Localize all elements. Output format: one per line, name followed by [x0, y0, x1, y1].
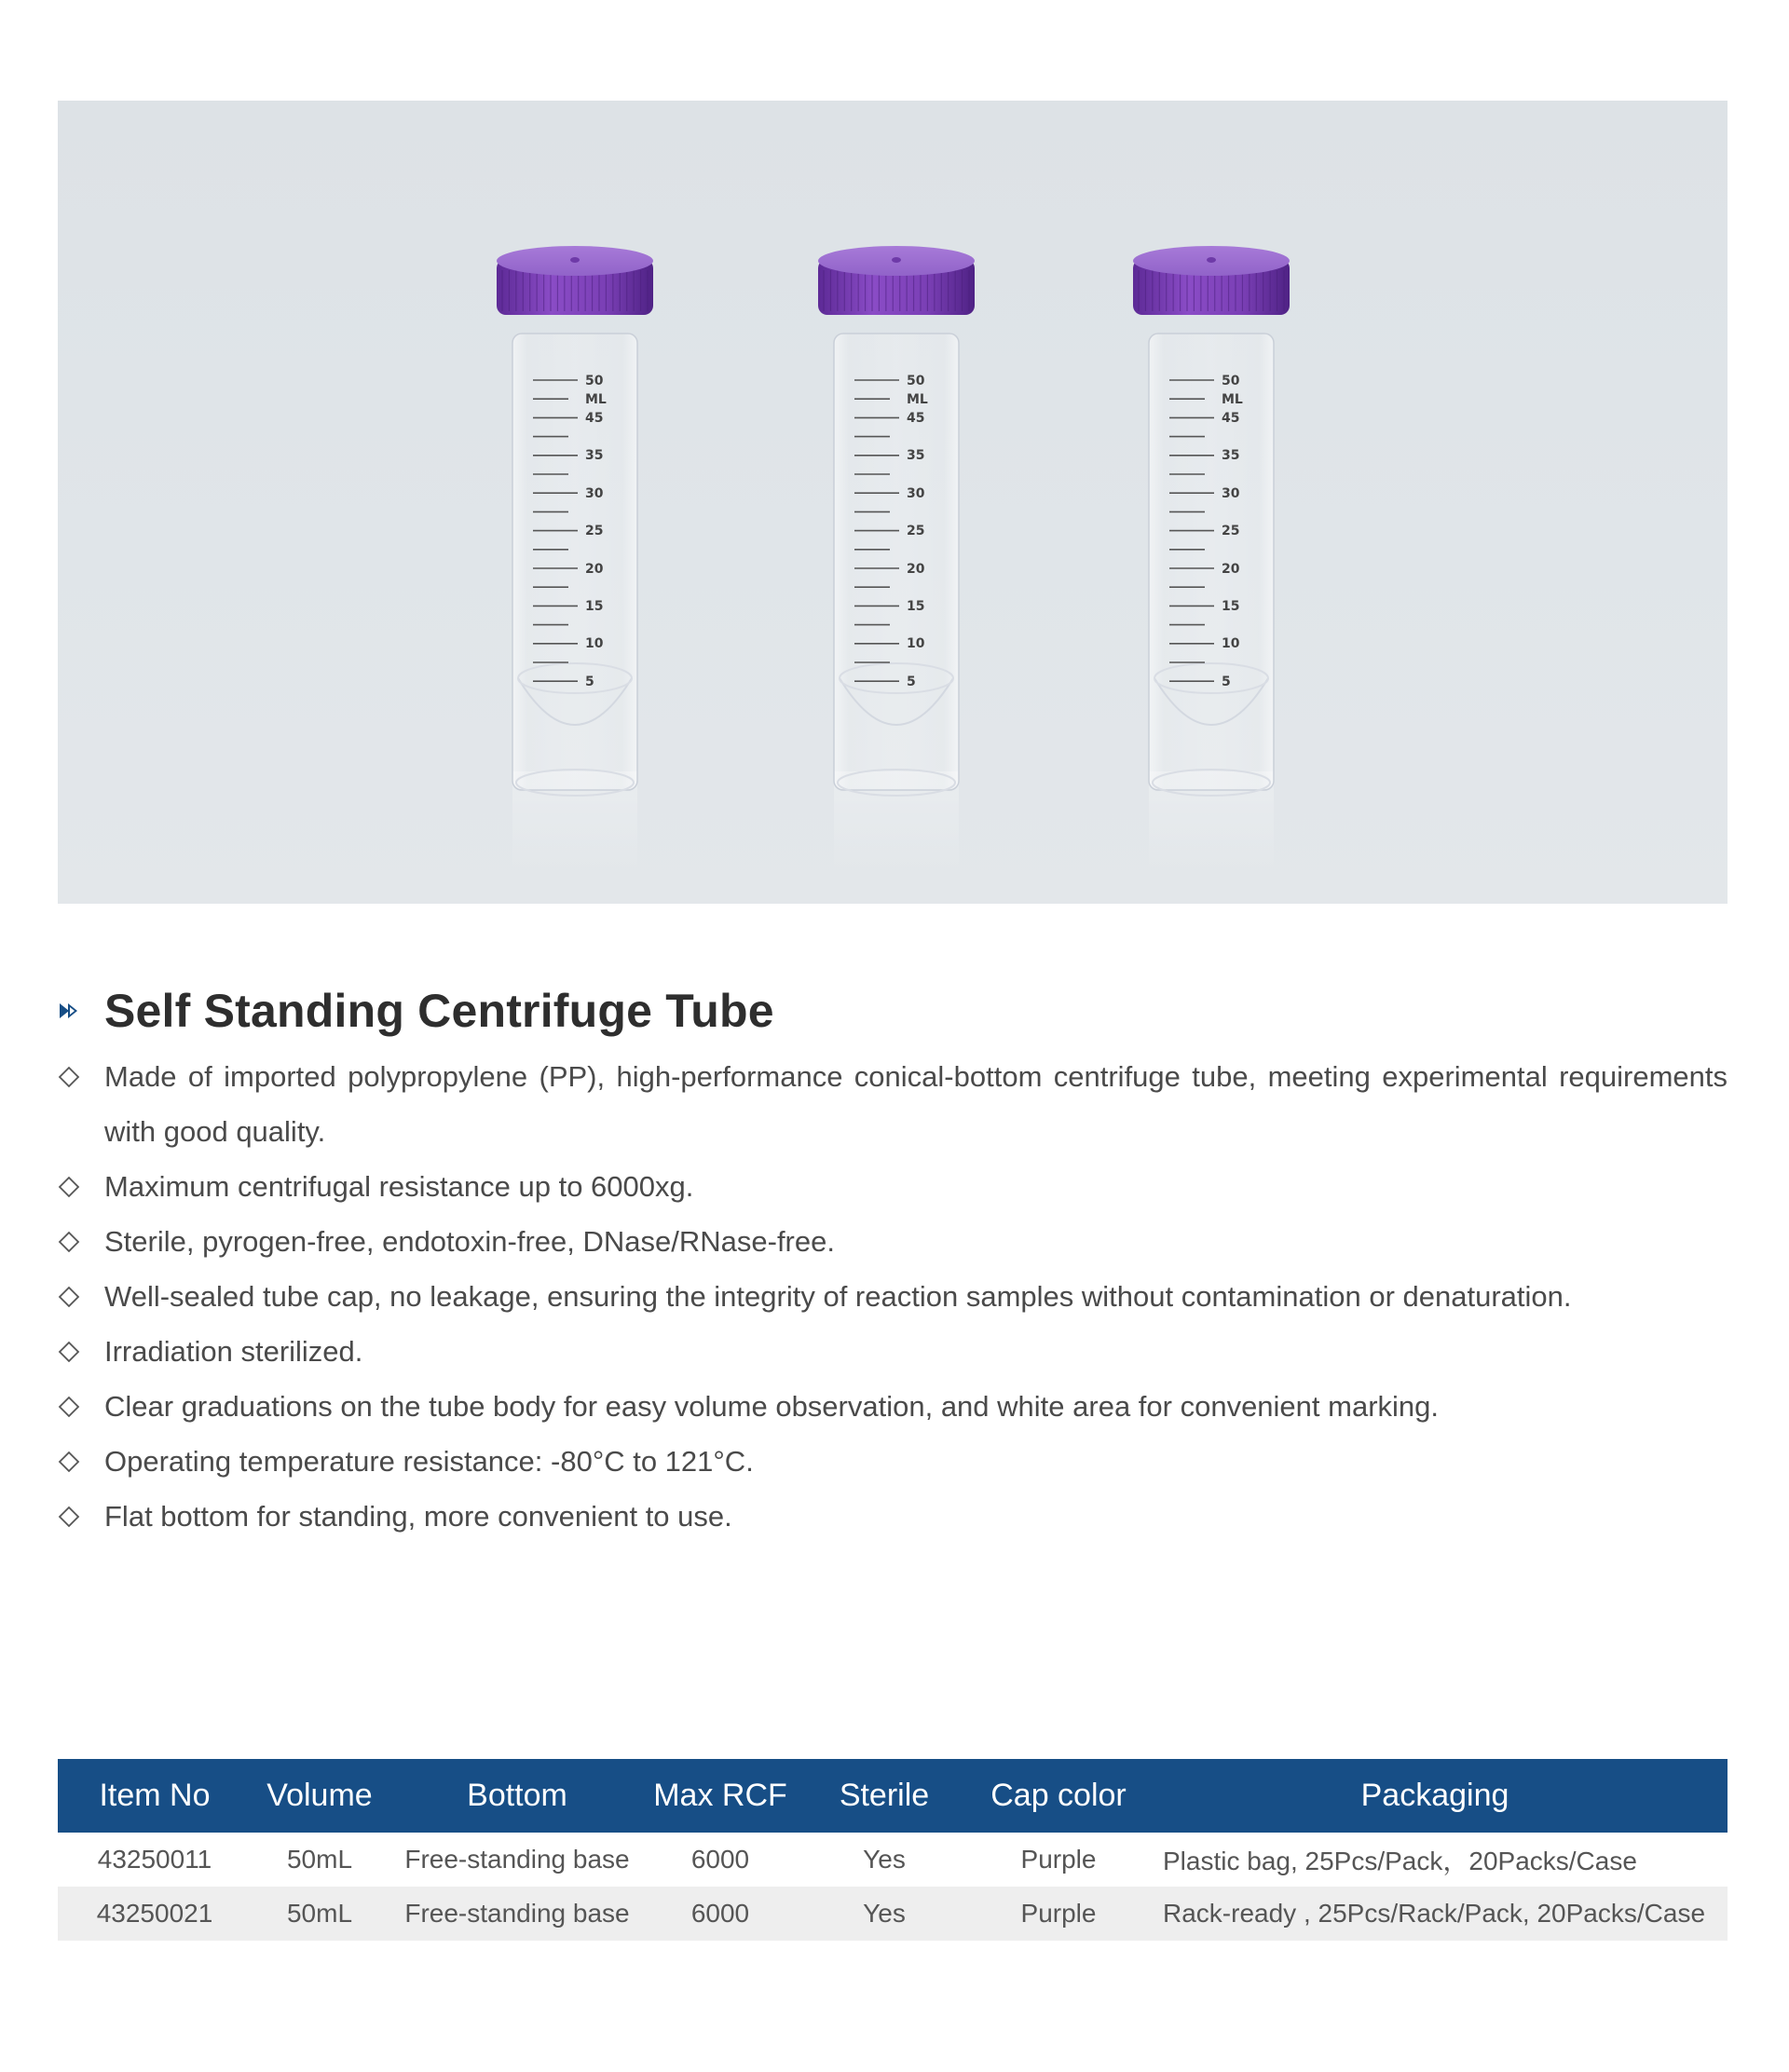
table-row: [58, 1887, 1728, 1941]
table-cell: Purple: [975, 1887, 1142, 1941]
feature-text: Operating temperature resistance: -80°C to 121°C.: [104, 1445, 754, 1478]
diamond-outline-icon: [58, 1214, 104, 1269]
double-chevron-right-icon: [58, 992, 104, 1029]
tube-marking: 30: [585, 486, 604, 501]
tube-marking: 45: [585, 411, 604, 426]
feature-text: Flat bottom for standing, more convenient to use.: [104, 1500, 732, 1533]
diamond-outline-icon: [58, 1159, 104, 1214]
table-header-row: [58, 1759, 1728, 1833]
tube-marking: 10: [585, 636, 604, 651]
tube-marking: ML: [907, 392, 928, 407]
diamond-outline-icon: [58, 1489, 104, 1544]
tube-marking: 15: [907, 599, 925, 614]
product-title: Self Standing Centrifuge Tube: [104, 985, 774, 1037]
table-cell: 6000: [690, 1845, 750, 1874]
feature-item: [58, 1269, 1728, 1324]
tube-marking: ML: [1222, 392, 1243, 407]
diamond-outline-icon: [58, 1379, 104, 1434]
feature-item: [58, 1379, 1728, 1434]
table-cell: 6000: [647, 1887, 794, 1941]
column-header: Packaging: [1142, 1759, 1728, 1833]
tube-marking: 5: [1222, 675, 1231, 689]
product-image: [58, 101, 1728, 904]
table-cell: 43250021: [58, 1887, 252, 1941]
feature-text: Maximum centrifugal resistance up to 6000xg.: [104, 1170, 694, 1203]
table-cell: 43250011: [97, 1845, 212, 1874]
tube-marking: 25: [907, 524, 925, 538]
tube-marking: 15: [1222, 599, 1240, 614]
tube-marking: 30: [1222, 486, 1240, 501]
tube-marking: 20: [585, 562, 604, 577]
column-header: Sterile: [794, 1759, 975, 1833]
column-header: Item No: [58, 1759, 252, 1833]
table-cell: Plastic bag, 25Pcs/Pack，20Packs/Case: [1163, 1847, 1637, 1875]
tube-marking: 10: [1222, 636, 1240, 651]
feature-item: [58, 1324, 1728, 1379]
feature-item: [58, 1159, 1728, 1214]
feature-item: [58, 1214, 1728, 1269]
feature-text: Made of imported polypropylene (PP), high-performance conical-bottom centrifuge tube, meeting experimental requirements with good quality.: [104, 1060, 1728, 1148]
tube-marking: 30: [907, 486, 925, 501]
feature-text: Clear graduations on the tube body for easy volume observation, and white area for convenient marking.: [104, 1390, 1440, 1423]
centrifuge-tube: [497, 246, 653, 874]
centrifuge-tube: [818, 246, 975, 874]
table-cell: Rack-ready , 25Pcs/Rack/Pack, 20Packs/Case: [1142, 1887, 1728, 1941]
diamond-outline-icon: [58, 1269, 104, 1324]
product-heading: [58, 978, 774, 1043]
diamond-outline-icon: [58, 1434, 104, 1489]
table-cell: Purple: [1020, 1845, 1097, 1874]
table-cell: 50mL: [286, 1845, 353, 1874]
tube-marking: 45: [1222, 411, 1240, 426]
table-cell: 50mL: [252, 1887, 388, 1941]
table-cell: Yes: [794, 1887, 975, 1941]
diamond-outline-icon: [58, 1049, 104, 1104]
tube-marking: 20: [1222, 562, 1240, 577]
tube-marking: 45: [907, 411, 925, 426]
tube-marking: 50: [907, 374, 925, 388]
tube-marking: 50: [585, 374, 604, 388]
column-header: Bottom: [388, 1759, 647, 1833]
table-cell: Free-standing base: [404, 1845, 630, 1874]
tube-marking: 10: [907, 636, 925, 651]
feature-text: Irradiation sterilized.: [104, 1335, 363, 1368]
column-header: Max RCF: [647, 1759, 794, 1833]
tube-marking: 35: [585, 448, 604, 463]
tube-marking: 35: [907, 448, 925, 463]
feature-item: [58, 1434, 1728, 1489]
tube-marking: ML: [585, 392, 607, 407]
tube-marking: 5: [907, 675, 916, 689]
centrifuge-tubes-illustration: [58, 101, 1728, 904]
tube-marking: 15: [585, 599, 604, 614]
spec-table: [58, 1759, 1728, 1941]
table-cell: Free-standing base: [388, 1887, 647, 1941]
table-row: [58, 1833, 1728, 1887]
feature-list: [58, 1049, 1728, 1544]
feature-item: [58, 1489, 1728, 1544]
feature-text: Sterile, pyrogen-free, endotoxin-free, DNase/RNase-free.: [104, 1225, 835, 1258]
diamond-outline-icon: [58, 1324, 104, 1379]
tube-marking: 5: [585, 675, 594, 689]
tube-marking: 50: [1222, 374, 1240, 388]
column-header: Volume: [252, 1759, 388, 1833]
tube-marking: 35: [1222, 448, 1240, 463]
tube-marking: 20: [907, 562, 925, 577]
table-cell: Yes: [863, 1845, 906, 1874]
centrifuge-tube: [1133, 246, 1290, 874]
column-header: Cap color: [975, 1759, 1142, 1833]
tube-marking: 25: [1222, 524, 1240, 538]
feature-item: [58, 1049, 1728, 1159]
tube-marking: 25: [585, 524, 604, 538]
feature-text: Well-sealed tube cap, no leakage, ensuring the integrity of reaction samples without contamination or denaturation.: [104, 1280, 1572, 1313]
